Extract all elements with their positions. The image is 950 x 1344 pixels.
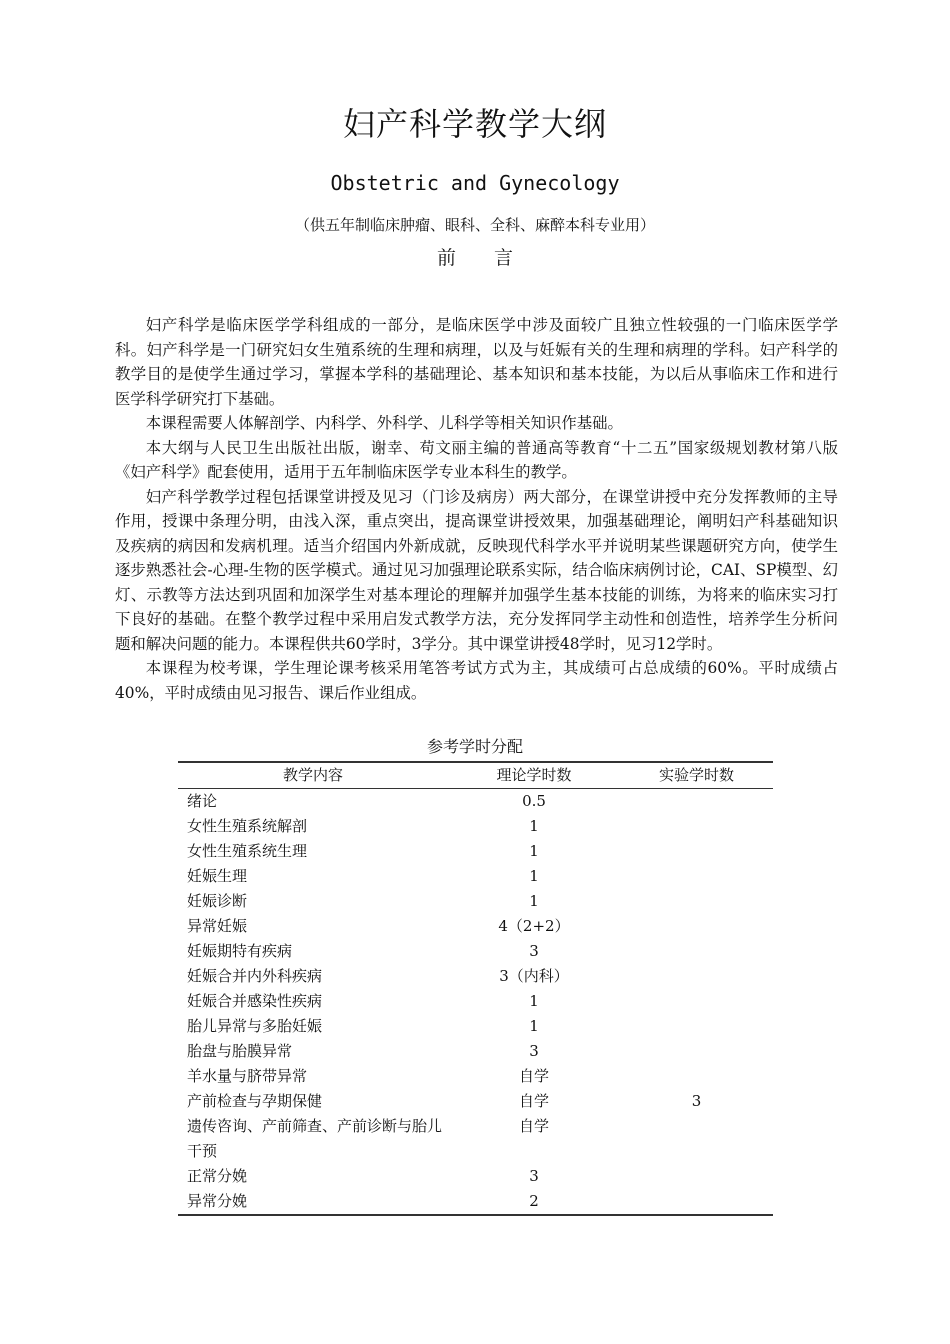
row-theory: 1 xyxy=(529,842,539,860)
row-lab: 3 xyxy=(691,1092,702,1110)
table-row xyxy=(178,864,773,889)
usage-note: （供五年制临床肿瘤、眼科、全科、麻醉本科专业用） xyxy=(294,216,655,234)
preface-heading: 前言 xyxy=(436,247,551,269)
table-row xyxy=(178,814,773,839)
paragraph-assessment: 本课程为校考课，学生理论课考核采用笔答考试方式为主，其成绩可占总成绩的60%。平时成绩占40%，平时成绩由见习报告、课后作业组成。 xyxy=(115,659,838,702)
row-topic: 女性生殖系统解剖 xyxy=(187,817,308,835)
row-lab xyxy=(620,914,773,939)
table-row xyxy=(178,964,773,989)
table-row xyxy=(178,1014,773,1039)
paragraph-teaching-process: 妇产科学教学过程包括课堂讲授及见习（门诊及病房）两大部分，在课堂讲授中充分发挥教师的主导作用，授课中条理分明，由浅入深，重点突出，提高课堂讲授效果，加强基础理论，阐明妇产科基础知识及疾病的病因和发病机理。适当介绍国内外新成就，反映现代科学水平并说明某些课题研究方向，使学生逐步熟悉社会-心理-生物的医学模式。通过见习加强理论联系实际，结合临床病例讨论，CAI、SP模型、幻灯、示教等方法达到巩固和加深学生对基本理论的理解并加强学生基本技能的训练，为将来的临床实习打下良好的基础。在整个教学过程中采用启发式教学方法，充分发挥同学主动性和创造性，培养学生分析问题和解决问题的能力。本课程供共60学时，3学分。其中课堂讲授48学时，见习12学时。 xyxy=(115,487,838,653)
row-lab xyxy=(620,1189,773,1215)
row-theory: 自学 xyxy=(518,1092,549,1110)
table-row xyxy=(178,1164,773,1189)
row-theory: 4（2+2） xyxy=(498,917,570,935)
row-theory: 3（内科） xyxy=(499,967,569,985)
row-lab xyxy=(620,789,773,815)
row-theory: 1 xyxy=(529,1017,539,1035)
row-topic: 羊水量与脐带异常 xyxy=(187,1067,308,1085)
table-row xyxy=(178,789,773,815)
row-theory: 1 xyxy=(529,867,539,885)
hours-allocation-table xyxy=(178,761,773,1216)
row-lab xyxy=(620,939,773,964)
table-row xyxy=(178,1089,773,1114)
row-theory: 3 xyxy=(529,1042,539,1060)
row-topic: 遗传咨询、产前筛查、产前诊断与胎儿干预 xyxy=(187,1117,443,1160)
english-subtitle: Obstetric and Gynecology xyxy=(330,171,620,195)
row-topic: 胎盘与胎膜异常 xyxy=(187,1042,293,1060)
row-lab xyxy=(620,1064,773,1089)
row-lab xyxy=(620,1039,773,1064)
row-theory: 3 xyxy=(529,1167,539,1185)
table-row xyxy=(178,1039,773,1064)
table-row xyxy=(178,1114,773,1164)
paragraph-textbook: 本大纲与人民卫生出版社出版，谢幸、苟文丽主编的普通高等教育“十二五”国家级规划教材第八版《妇产科学》配套使用，适用于五年制临床医学专业本科生的教学。 xyxy=(115,438,838,481)
row-theory: 1 xyxy=(529,892,539,910)
row-lab xyxy=(620,1014,773,1039)
row-topic: 妊娠诊断 xyxy=(187,892,248,910)
row-theory: 1 xyxy=(529,817,539,835)
row-theory: 2 xyxy=(448,1189,620,1215)
row-lab xyxy=(620,814,773,839)
row-lab xyxy=(620,1164,773,1189)
row-topic: 女性生殖系统生理 xyxy=(187,842,308,860)
row-topic: 胎儿异常与多胎妊娠 xyxy=(187,1017,323,1035)
row-topic: 异常妊娠 xyxy=(187,917,248,935)
table-row xyxy=(178,939,773,964)
row-theory: 1 xyxy=(529,992,539,1010)
row-lab xyxy=(620,839,773,864)
row-lab xyxy=(620,1114,773,1164)
table-row xyxy=(178,1064,773,1089)
row-lab xyxy=(620,989,773,1014)
header-theory-hours: 理论学时数 xyxy=(448,762,620,789)
row-lab xyxy=(620,864,773,889)
row-theory: 自学 xyxy=(518,1117,549,1135)
row-topic: 异常分娩 xyxy=(178,1189,448,1215)
row-topic: 绪论 xyxy=(187,792,218,810)
paragraph-intro: 妇产科学是临床医学学科组成的一部分，是临床医学中涉及面较广且独立性较强的一门临床医学学科。妇产科学是一门研究妇女生殖系统的生理和病理，以及与妊娠有关的生理和病理的学科。妇产科学的教学目的是使学生通过学习，掌握本学科的基础理论、基本知识和基本技能，为以后从事临床工作和进行医学科学研究打下基础。 xyxy=(115,316,838,408)
row-topic: 妊娠期特有疾病 xyxy=(187,942,293,960)
table-row xyxy=(178,889,773,914)
header-content: 教学内容 xyxy=(178,762,448,789)
row-lab xyxy=(620,889,773,914)
table-row xyxy=(178,914,773,939)
preface-body xyxy=(115,313,838,705)
row-topic: 妊娠生理 xyxy=(187,867,248,885)
table-header-row xyxy=(178,762,773,789)
header-lab-hours: 实验学时数 xyxy=(620,762,773,789)
row-topic: 妊娠合并内外科疾病 xyxy=(187,967,323,985)
table-caption: 参考学时分配 xyxy=(426,737,523,756)
row-theory: 自学 xyxy=(518,1067,549,1085)
document-title: 妇产科学教学大纲 xyxy=(342,105,607,143)
row-theory: 3 xyxy=(529,942,539,960)
table-row xyxy=(178,839,773,864)
row-theory: 0.5 xyxy=(522,792,546,810)
paragraph-prerequisites: 本课程需要人体解剖学、内科学、外科学、儿科学等相关知识作基础。 xyxy=(145,414,623,432)
table-row xyxy=(178,989,773,1014)
row-topic: 妊娠合并感染性疾病 xyxy=(187,992,323,1010)
row-topic: 产前检查与孕期保健 xyxy=(187,1092,323,1110)
row-lab xyxy=(620,964,773,989)
table-row xyxy=(178,1189,773,1215)
row-topic: 正常分娩 xyxy=(187,1167,248,1185)
